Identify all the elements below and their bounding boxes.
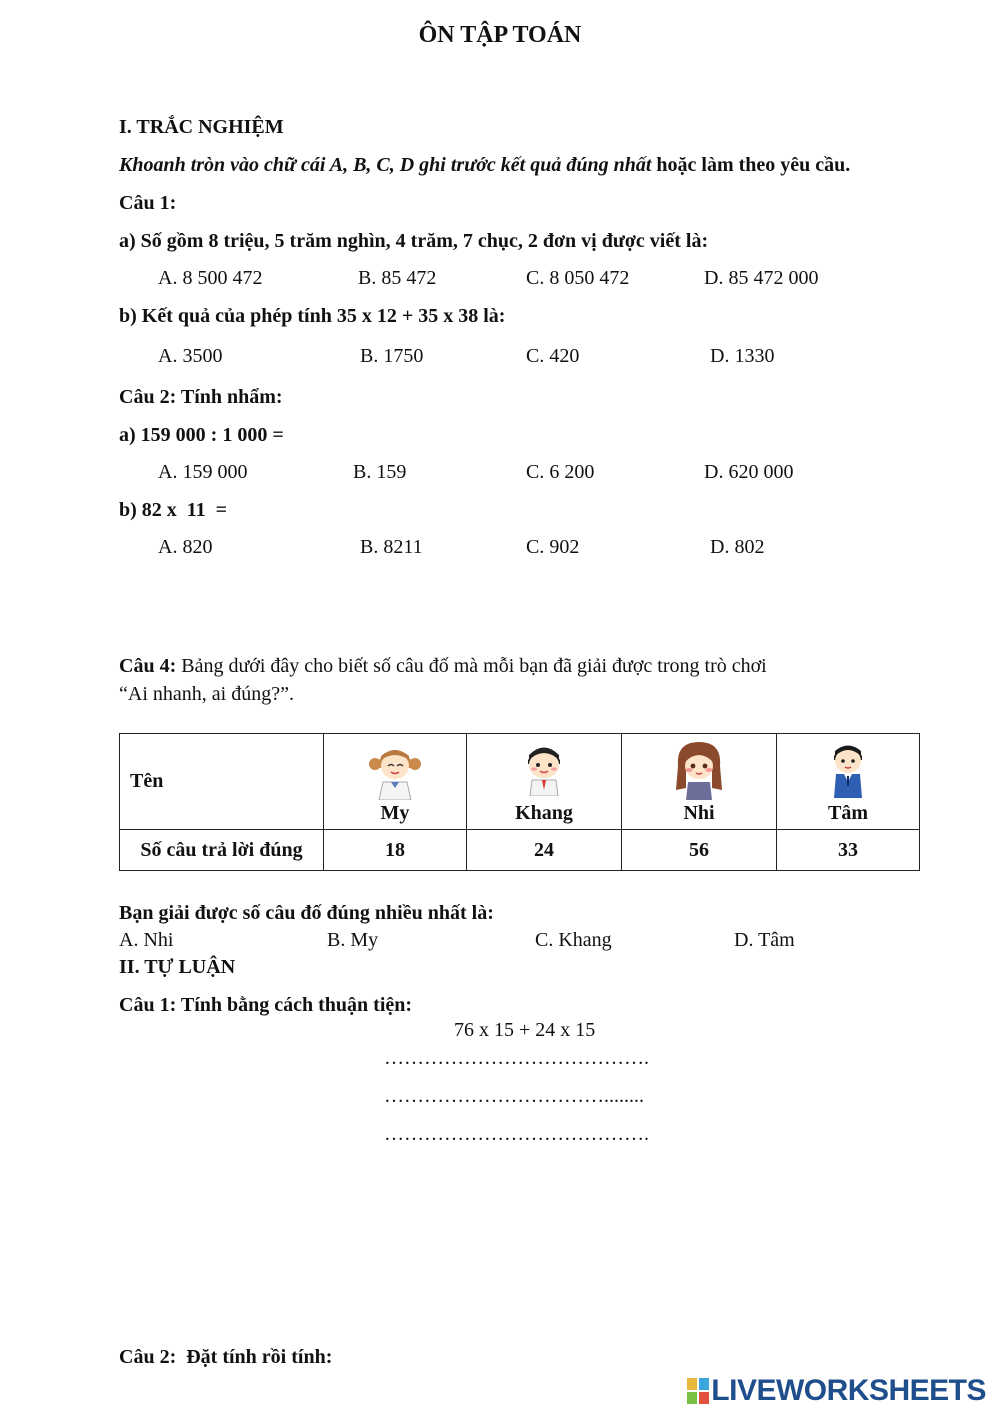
score-tam: 33 [777, 830, 920, 871]
instruction [119, 154, 850, 177]
logo-square-3 [687, 1392, 697, 1404]
q2a-prompt: a) 159 000 : 1 000 = [119, 424, 284, 446]
essay-q2-label: Câu 2: Đặt tính rồi tính: [119, 1346, 333, 1368]
answer-line-3[interactable]: …………………………………. [384, 1123, 649, 1145]
q1a-prompt: a) Số gồm 8 triệu, 5 trăm nghìn, 4 trăm, 7 chục, 2 đơn vị được viết là: [119, 230, 709, 252]
q2-label: Câu 2: Tính nhẩm: [119, 386, 283, 408]
boy-avatar-icon [518, 738, 570, 796]
q1a-option-a[interactable]: A. 8 500 472 [158, 267, 263, 289]
student-cell-my [324, 734, 467, 830]
student-cell-khang [467, 734, 622, 830]
q4-text: Bảng dưới đây cho biết số câu đố mà mỗi bạn đã giải được trong trò chơi [176, 655, 767, 677]
q2a-option-a[interactable]: A. 159 000 [158, 461, 248, 483]
answer-line-1[interactable]: …………………………………. [384, 1047, 649, 1069]
q2b-option-b[interactable]: B. 8211 [360, 536, 423, 558]
q4-question: Bạn giải được số câu đố đúng nhiều nhất là: [119, 902, 494, 924]
girl-pigtails-avatar-icon [367, 738, 423, 800]
liveworksheets-logo-icon [687, 1378, 709, 1404]
score-nhi: 56 [622, 830, 777, 871]
score-my: 18 [324, 830, 467, 871]
student-name-nhi: Nhi [683, 802, 715, 824]
q2b-option-a[interactable]: A. 820 [158, 536, 213, 558]
instruction-rest: hoặc làm theo yêu cầu. [651, 154, 851, 176]
table-row-names [120, 734, 920, 830]
q2b-option-c[interactable]: C. 902 [526, 536, 580, 558]
logo-square-4 [699, 1392, 709, 1404]
q4-text-line2: “Ai nhanh, ai đúng?”. [119, 683, 294, 705]
q2b-prompt: b) 82 x 11 = [119, 499, 228, 521]
boy-suit-avatar-icon [824, 738, 872, 798]
q1b-prompt: b) Kết quả của phép tính 35 x 12 + 35 x 38 là: [119, 305, 506, 327]
student-name-tam: Tâm [828, 802, 868, 824]
girl-long-hair-avatar-icon [670, 738, 728, 800]
q1-label: Câu 1: [119, 192, 177, 214]
q4-option-d[interactable]: D. Tâm [734, 929, 795, 951]
q4-option-c[interactable]: C. Khang [535, 929, 612, 951]
section1-heading: I. TRẮC NGHIỆM [119, 116, 284, 138]
table-header-score: Số câu trả lời đúng [120, 830, 324, 871]
logo-square-2 [699, 1378, 709, 1390]
section2-heading: II. TỰ LUẬN [119, 956, 236, 978]
q2a-option-d[interactable]: D. 620 000 [704, 461, 794, 483]
student-name-khang: Khang [515, 802, 573, 824]
q1b-option-b[interactable]: B. 1750 [360, 345, 424, 367]
liveworksheets-logo [687, 1374, 986, 1408]
answer-line-2[interactable]: ……………………………........ [384, 1085, 644, 1107]
q1b-option-c[interactable]: C. 420 [526, 345, 580, 367]
score-table [119, 733, 920, 871]
liveworksheets-logo-text: LIVEWORKSHEETS [711, 1374, 986, 1407]
q4-label: Câu 4: [119, 655, 177, 677]
student-cell-nhi [622, 734, 777, 830]
q1a-option-c[interactable]: C. 8 050 472 [526, 267, 630, 289]
q1b-option-d[interactable]: D. 1330 [710, 345, 775, 367]
essay-q1-expression: 76 x 15 + 24 x 15 [454, 1019, 596, 1041]
student-name-my: My [380, 802, 410, 824]
q4-option-a[interactable]: A. Nhi [119, 929, 174, 951]
page-title: ÔN TẬP TOÁN [418, 22, 582, 48]
q2b-option-d[interactable]: D. 802 [710, 536, 765, 558]
q4-option-b[interactable]: B. My [327, 929, 379, 951]
logo-square-1 [687, 1378, 697, 1390]
table-row-scores [120, 830, 920, 871]
q1b-option-a[interactable]: A. 3500 [158, 345, 223, 367]
table-header-name: Tên [120, 734, 324, 830]
q1a-option-b[interactable]: B. 85 472 [358, 267, 437, 289]
essay-q1-label: Câu 1: Tính bằng cách thuận tiện: [119, 994, 413, 1016]
student-cell-tam [777, 734, 920, 830]
q4-text-line1 [119, 655, 767, 678]
q2a-option-b[interactable]: B. 159 [353, 461, 407, 483]
instruction-italic: Khoanh tròn vào chữ cái A, B, C, D ghi trước kết quả đúng nhất [119, 154, 652, 176]
q1a-option-d[interactable]: D. 85 472 000 [704, 267, 819, 289]
score-khang: 24 [467, 830, 622, 871]
q2a-option-c[interactable]: C. 6 200 [526, 461, 595, 483]
